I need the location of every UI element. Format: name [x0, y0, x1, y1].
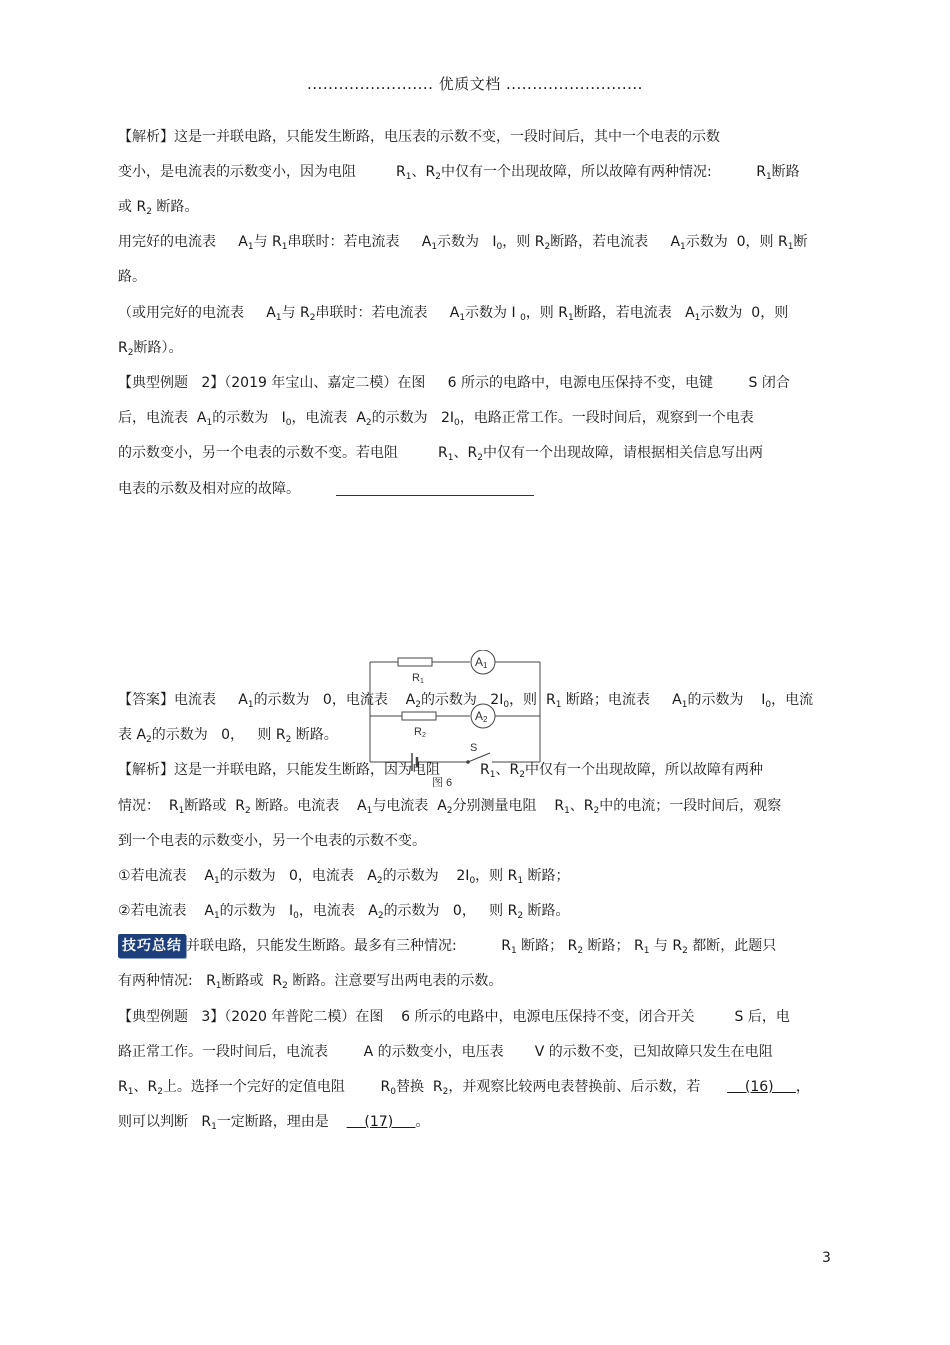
text-line: 路正常工作。一段时间后，电流表 A 的示数变小，电压表 V 的示数不变，已知故障只发生在电阻 [118, 1044, 773, 1060]
text-line: 【典型例题 3】（2020 年普陀二模）在图 6 所示的电路中，电源电压保持不变，闭合开关 S 后，电 [118, 1009, 790, 1025]
text-line: 【解析】这是一并联电路，只能发生断路，因为电阻 $R_1$、$R_2$中仅有一个出现故障，所以故障有两种 [118, 762, 763, 780]
text-line: $R_1$、$R_2$上。选择一个完好的定值电阻 $R_0$替换 $R_2$，并观察比较两电表替换前、后示数，若 (16) ， [118, 1079, 810, 1097]
text-line: 技巧总结 并联电路，只能发生断路。最多有三种情况: $R_1$ 断路； $R_2$ 断路； $R_1$ 与 $R_2$ 都断，此题只 [118, 934, 776, 961]
page-number: 3 [822, 1250, 831, 1266]
text-line: 变小，是电流表的示数变小，因为电阻 $R_1$、$R_2$中仅有一个出现故障，所以故障有两种情况: $R_1$断路 [118, 164, 800, 182]
label-switch: S [470, 742, 478, 754]
text-line: 情况： $R_1$断路或 $R_2$ 断路。电流表 $A_1$与电流表 $A_2$分别测量电阻 $R_1$、$R_2$中的电流；一段时间后，观察 [118, 798, 782, 816]
label-a2: A2 [475, 709, 488, 724]
resistor-r1 [398, 658, 432, 666]
label-a1: A1 [475, 655, 488, 670]
text-line: 的示数变小，另一个电表的示数不变。若电阻 $R_1$、$R_2$中仅有一个出现故障，请根据相关信息写出两 [118, 445, 763, 463]
text-line: 到一个电表的示数变小，另一个电表的示数不变。 [118, 833, 426, 849]
text-line: $R_2$断路）。 [118, 340, 183, 358]
text-line: 或 $R_2$ 断路。 [118, 199, 199, 217]
text-line: 【典型例题 2】（2019 年宝山、嘉定二模）在图 6 所示的电路中，电源电压保持不变，电键 S 闭合 [118, 375, 790, 391]
text-line: （或用完好的电流表 $A_1$与 $R_2$串联时：若电流表 $A_1$示数为 I $_0$，则 $R_1$断路，若电流表 $A_1$示数为 0，则 [118, 305, 789, 323]
page-header: ........................ 优质文档 .......................... [307, 75, 643, 93]
text-line: ②若电流表 $A_1$的示数为 $I_0$，电流表 $A_2$的示数为 0， 则 $R_2$ 断路。 [118, 903, 570, 921]
text-line: 【解析】这是一并联电路，只能发生断路，电压表的示数不变，一段时间后，其中一个电表的示数 [118, 129, 720, 145]
text-line: 则可以判断 $R_1$一定断路，理由是 (17) 。 [118, 1114, 430, 1132]
label-r2: R2 [414, 726, 426, 739]
text-line: 用完好的电流表 $A_1$与 $R_1$串联时：若电流表 $A_1$示数为 $I_0$，则 $R_2$断路，若电流表 $A_1$示数为 0，则 $R_1$断 [118, 234, 808, 252]
text-line: 电表的示数及相对应的故障。 [118, 479, 534, 499]
text-line: ①若电流表 $A_1$的示数为 0，电流表 $A_2$的示数为 $2I_0$，则 $R_1$ 断路； [118, 868, 570, 886]
text-line: 有两种情况: $R_1$断路或 $R_2$ 断路。注意要写出两电表的示数。 [118, 973, 503, 991]
label-r1: R1 [412, 672, 424, 685]
figure-caption: 图 6 [432, 777, 453, 789]
text-line: 表 $A_2$的示数为 0， 则 $R_2$ 断路。 [118, 727, 338, 745]
text-line: 路。 [118, 269, 146, 285]
text-line: 【答案】电流表 $A_1$的示数为 0，电流表 $A_2$的示数为 $2I_0$，则 $R_1$ 断路；电流表 $A_1$的示数为 $I_0$，电流 [118, 692, 814, 710]
text-line: 后，电流表 $A_1$的示数为 $I_0$，电流表 $A_2$的示数为 $2I_0$，电路正常工作。一段时间后，观察到一个电表 [118, 410, 754, 428]
